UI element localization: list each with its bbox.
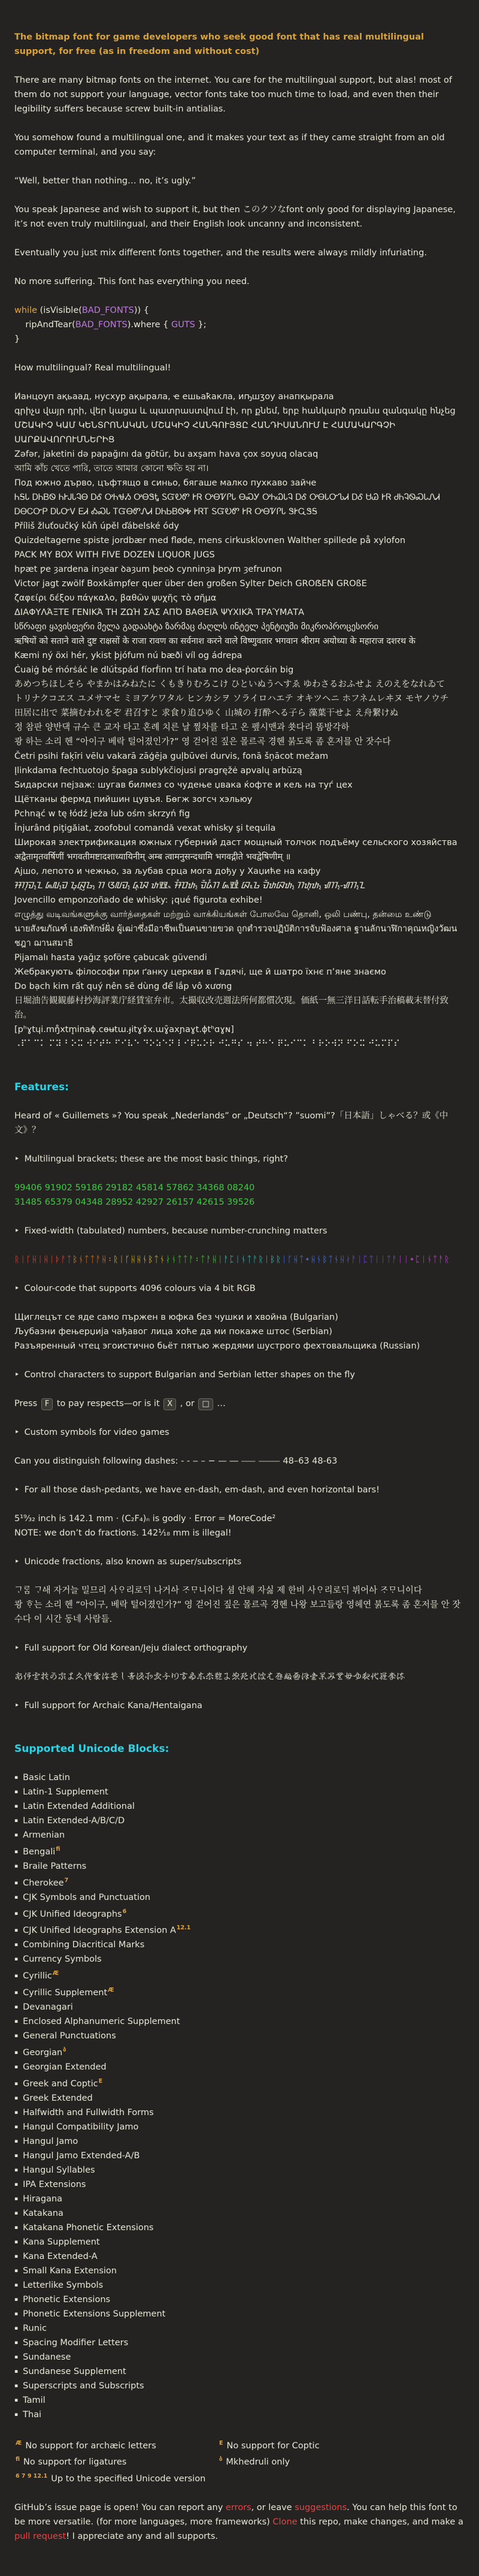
pangram-line: Įlinkdama fechtuotojo špaga sublykčiojusi pragręžė apvalų arbūzą <box>14 766 302 776</box>
square-bullet-icon: ▪ <box>14 2064 19 2070</box>
pangram-line: எழுத்து வடிவங்களுக்கு வார்த்தைகள் மற்றும் வாக்கியங்கள் போலவே தொனி, ஒலி பண்பு, தன்மை உண்டு <box>14 910 432 919</box>
block-item: ▪ Hangul Syllables <box>14 2165 95 2175</box>
block-item: ▪ Spacing Modifier Letters <box>14 2337 129 2348</box>
pangram-line: ΔΙΑΦΥΛΆΞΤΕ ΓΕΝΙΚΆ ΤΗ ΖΩΉ ΣΑΣ ΑΠΌ ΒΑΘΕΙΆ ΨΥΧΙΚΆ ΤΡΑΎΜΑΤΑ <box>14 608 305 617</box>
square-bullet-icon: ▪ <box>14 2397 19 2403</box>
block-item: ▪ IPA Extensions <box>14 2179 86 2189</box>
pangram-line: PACK MY BOX WITH FIVE DOZEN LIQUOR JUGS <box>14 550 215 560</box>
feature-dash-pedants: ‣ For all those dash-pedants, we have en-dash, em-dash, and even horizontal bars! <box>14 1485 380 1495</box>
square-bullet-icon: ▪ <box>14 1928 19 1934</box>
square-bullet-icon: ▪ <box>14 2210 19 2216</box>
block-item: ▪ Kana Supplement <box>14 2237 100 2247</box>
feature-fixed-width-numbers: ‣ Fixed-width (tabulated) numbers, because number-crunching matters <box>14 1226 328 1236</box>
github-contribute-paragraph: GitHub’s issue page is open! You can report any errors, or leave suggestions. You can help this font to be more versatile. (for more languages, more frameworks) Clone this repo, make changes, and make a pull request! I appreciate any and all supports. <box>14 2503 463 2542</box>
block-item: ▪ Latin Extended Additional <box>14 1802 135 1811</box>
pangram-line: գրիչս վայր դրի, վեր կացա և պատրաստվում էի, որ քնեմ, երբ հանկարծ դռանս զանգակը հնչեց <box>14 406 456 416</box>
square-bullet-icon: ▪ <box>14 2368 19 2375</box>
footnote: $^Æ$ No support for archæic letters <box>16 2439 156 2451</box>
triangle-bullet-icon: ‣ <box>14 1154 20 1164</box>
colour-code-runes-sample: ᚱᛁᚴᚺᛁᚺᛁᚦᚨᛏᛒᚾᛏᛏᚨᚺ᛬ᚱᛁᚴᚺᚺᚾᛒᛏᚾᛅᚾᛏᛏᚨ᛬ᛏᚨᚺᛁᚨᛈᛁᚾᛏᚨᚱᛁᛒᚱᛁᚴᚺᛏ᛭ᚺᚾᛒᛏᚾᚺᛅᚨᛁᛈᛏᛁᛁᛏᚨᛁᛁ᛭ᛈᛁᚾᛏᚨᚱ <box>14 1255 450 1265</box>
square-bullet-icon: ▪ <box>14 2152 19 2159</box>
feature-multilingual-brackets: ‣ Multilingual brackets; these are the most basic things, right? <box>14 1154 289 1164</box>
pangram-line: นายสังฆภัณฑ์ เฮงพิทักษ์ฝั่ง ผู้เฒ่าซึ่งมีอาชีพเป็นฅนขายขวด ถูกตำรวจปฏิบัติการจับฟ้องศาล ฐานลักนาฬิกาคุณหญิงวัฒนชฎา ฌานสมาธิ <box>14 924 457 948</box>
triangle-bullet-icon: ‣ <box>14 1557 20 1567</box>
block-item: ▪ CJK Unified Ideographs Extension $A^{12.1}$ <box>14 1925 191 1936</box>
square-bullet-icon: ▪ <box>14 2032 19 2039</box>
triangle-bullet-icon: ‣ <box>14 1428 20 1437</box>
triangle-bullet-icon: ‣ <box>14 1701 20 1711</box>
pangram-line: Ајшо, лепото и чежњо, за љубав срца мога дођу у Хаџиће на кафу <box>14 867 321 876</box>
square-bullet-icon: ▪ <box>14 2411 19 2418</box>
pangram-line: 日堀油告観観藤村抄海評業庁経賃室弁市。太撮収改売週法所何都慣次現。価紙一無三洋日話転手治稿載末替付致治。 <box>14 996 448 1020</box>
block-item: ▪ Halfwidth and Fullwidth Forms <box>14 2107 154 2117</box>
code-sample <box>14 303 465 346</box>
feature-control-characters: ‣ Control characters to support Bulgarian and Serbian letter shapes on the fly <box>14 1370 355 1380</box>
square-bullet-icon: ▪ <box>14 2382 19 2389</box>
block-item: ▪ Runic <box>14 2323 47 2333</box>
square-bullet-icon: ▪ <box>14 2354 19 2360</box>
pangram-line: Pchnąć w tę łódź jeża lub ośm skrzyń fig <box>14 809 190 819</box>
block-item: ▪ Sundanese <box>14 2352 71 2362</box>
block-item: ▪ Armenian <box>14 1830 65 1840</box>
link-errors[interactable]: errors <box>225 2503 251 2513</box>
triangle-bullet-icon: ‣ <box>14 1643 20 1653</box>
square-bullet-icon: ▪ <box>14 1775 19 1781</box>
pangram-line: Ċuaiġ bé ṁórṡáċ le dlúṫspád fíorḟinn trí hata mo ḋea-ṗorcáin big <box>14 665 294 675</box>
footnote-marker: 6 7 9 12.1 <box>16 2473 48 2480</box>
code-line: } <box>14 334 20 344</box>
block-item: ▪ Katakana Phonetic Extensions <box>14 2222 154 2233</box>
footnote-row <box>14 2453 465 2469</box>
footnote-marker: ბ <box>219 2456 223 2463</box>
footnote: $^E$ No support for Coptic <box>219 2439 320 2451</box>
block-item: ▪ Basic Latin <box>14 1773 70 1782</box>
square-bullet-icon: ▪ <box>14 1832 19 1838</box>
code-line: while (isVisible(BAD_FONTS)) { <box>14 306 150 315</box>
paragraph-many-bitmap-fonts: There are many bitmap fonts on the internet. You care for the multilingual support, but alas! most of them do not support your language, vector fonts take too much time to load, and even then their legibility suffers because screw built-in antialias. <box>14 76 452 114</box>
square-bullet-icon: ▪ <box>14 1848 19 1855</box>
square-bullet-icon: ▪ <box>14 2138 19 2144</box>
pangram-line: Četri psihi faķīri vēlu vakarā zāģēja guļbūvei durvis, fonā šņācot mežam <box>14 752 329 761</box>
triangle-bullet-icon: ‣ <box>14 1370 20 1380</box>
triangle-bullet-icon: ‣ <box>14 1485 20 1495</box>
keycap-F: F <box>41 1398 53 1410</box>
block-item: ▪ Greek Extended <box>14 2093 93 2103</box>
block-item: ▪ Sundanese Supplement <box>14 2366 126 2376</box>
pangram-line: Щётканы фермд пийшин цувъя. Бөгж зогсч хэльюу <box>14 795 253 804</box>
block-item: ▪ Kana Extended-A <box>14 2251 98 2261</box>
square-bullet-icon: ▪ <box>14 2004 19 2010</box>
unicode-blocks-heading: Supported Unicode Blocks: <box>14 1743 169 1755</box>
block-item: ▪ Katakana <box>14 2208 63 2218</box>
footnote-marker: Æ <box>108 1987 114 1994</box>
pangram-line: Příliš žluťoučký kůň úpěl ďábelské ódy <box>14 521 180 531</box>
cyrillic-form-line: Разъяренный чтец эгоистично бьёт пятью жердями шустрого фехтовальщика (Russian) <box>14 1341 420 1351</box>
square-bullet-icon: ▪ <box>14 1818 19 1824</box>
square-bullet-icon: ▪ <box>14 1863 19 1869</box>
block-item: ▪ Cyrillic Supplement$^Æ$ <box>14 1987 114 1998</box>
square-bullet-icon: ▪ <box>14 2239 19 2245</box>
number-row: 99406 91902 59186 29182 45814 57862 34368 08240 <box>14 1183 255 1193</box>
feature-archaic-kana: ‣ Full support for Archaic Kana/Hentaigana <box>14 1701 202 1711</box>
square-bullet-icon: ▪ <box>14 2267 19 2274</box>
fraction-line-1: 5¹⁹⁄₃₂ inch is 142.1 mm · (C₂F₄)ₙ is godly · Error = MoreCode² <box>14 1514 276 1524</box>
paragraph-japanese-font: You speak Japanese and wish to support it, but then このクソなfont only good for displaying Japanese, it’s not even truly multilingual, and their English look uncanny and inconsistent. <box>14 205 456 229</box>
pangram-line: 田居に出で 菜摘むわれをぞ 君召すと 求食り追ひゆく 山城の 打酔へる子ら 藻葉干せよ え舟繋けぬ <box>14 708 399 718</box>
pangram-line: ⠠⠏⠁⠉⠅ ⠍⠽ ⠃⠕⠭ ⠺⠊⠞⠓ ⠋⠊⠧⠑ ⠙⠕⠵⠑⠝ ⠇⠊⠟⠥⠕⠗ ⠚⠥⠛⠎ ⠲ ⠞⠓⠑ ⠟⠥⠊⠉⠅ ⠃⠗⠕⠺⠝ ⠋⠕⠭ ⠚⠥⠍⠏⠎ <box>14 1039 401 1049</box>
pangram-line: ζαφείρι δέξου πάγκαλο, βαθῶν ψυχῆς τὸ σῆμα <box>14 593 217 603</box>
footnotes <box>14 2436 465 2486</box>
square-bullet-icon: ▪ <box>14 1942 19 1948</box>
square-bullet-icon: ▪ <box>14 1803 19 1809</box>
square-bullet-icon: ▪ <box>14 1956 19 1963</box>
footnote-row <box>14 2469 465 2486</box>
paragraph-mix-fonts: Eventually you just mix different fonts together, and the results were always mildly infuriating. <box>14 248 427 258</box>
pangram-line: ऋषियों को सताने वाले दुष्ट राक्षसों के राजा रावण का सर्वनाश करने वाले विष्णुवतार भगवान श्रीराम अयोध्या के महाराज दशरथ के <box>14 637 416 646</box>
pangram-line: სწრაფი ყავისფერი მელა გადაახტა ზარმაც ძაღლს ინტელ პენტიუმი მიკროპროცესორი <box>14 622 379 632</box>
code-line: ripAndTear(BAD_FONTS).where { GUTS }; <box>14 320 207 330</box>
press-f-sample: Press F to pay respects—or is it X , or □ … <box>14 1396 465 1411</box>
block-item: ▪ CJK Unified Ideographs$^6$ <box>14 1908 127 1919</box>
square-bullet-icon: ▪ <box>14 2282 19 2288</box>
pangram-line: अद्वैतामृतवर्षिणीं भगवतीमष्टादशाध्यायिनीम् अम्ब त्वामनुसन्दधामि भगवद्गीते भवद्वेषिणीम् ॥ <box>14 852 291 862</box>
feature-custom-symbols: ‣ Custom symbols for video games <box>14 1428 169 1437</box>
square-bullet-icon: ▪ <box>14 2181 19 2188</box>
block-item: ▪ Tamil <box>14 2395 46 2405</box>
paragraph-found-multilingual: You somehow found a multilingual one, and it makes your text as if they came straight from an old computer terminal, and you say: <box>14 133 445 157</box>
square-bullet-icon: ▪ <box>14 2018 19 2025</box>
footnote-marker: ბ <box>63 2046 66 2053</box>
keycap-□: □ <box>198 1398 213 1410</box>
pangram-samples <box>14 390 465 1051</box>
pangram-line: ᏂᎦᏓ ᎠᏂᏴᏫ ᏂᎨᎫᏓᎸᎾ ᎠᎴ ᎤᏂᏠᏱ ᎤᎾᏕᎿ ᏚᏳᎧᏛ ᎨᏒ ᎤᎾᏤᎵᏓ ᎾᏍᎩ ᎤᏂᏇᏓᎸ ᎠᎴ ᎤᎾᏓᏅᏖᏗ ᎠᎴ ᏌᏊ ᎨᏒ ᏧᏂᎸᏫᏍᏓᏁᏗ ᎠᎾᏟᏅᏢ ᎠᏓᏅᏙ ᎬᏗ ᎣᏍᏓ ᎢᏳᎾᏛᏁᏗ ᎠᏂᏏᏴᏫᎭ ᎨᏒᎢ ᏚᏳᎧᏛ ᎨᏒ ᎤᎾᏤᎵᏓ ᏕᎨᏩᏕᎦ <box>14 493 440 517</box>
cyrillic-form-line: Щиглецът се яде само пържен в юфка без чушки и хвойна (Bulgarian) <box>14 1313 338 1322</box>
link-suggestions[interactable]: suggestions <box>295 2503 347 2513</box>
pangram-line: Victor jagt zwölf Boxkämpfer quer über den großen Sylter Deich GROẞEN GROßE <box>14 579 367 589</box>
pangram-line: あめつちほしそら やまかはみねたに くもきりむろこけ ひといぬうへすゑ ゆわさるおふせよ えのえをなれゐて <box>14 680 445 689</box>
pangram-line: hƿæt ƿe ȝardena inȝear ꝺaȝum þeoꝺ cynninȝa þrym ȝefrunon <box>14 565 282 574</box>
old-korean-line-1: ᄀᆞᄅᆞᆷ ᄀᆞᅀᅢ 자거늘 밀므리 사ᄋᆞ리로ᄃᆡ 나거ᅀᅡ ᄌᆞᄆᆞ니ᅌᅵ다 셤 안해 자싫 제 한비 사ᄋᆞ리로ᄃᆡ 뷔어ᅀᅡ ᄌᆞᄆᆞ니ᅌᅵ다 <box>14 1586 422 1595</box>
block-item: ▪ Phonetic Extensions <box>14 2294 111 2304</box>
block-item: ▪ Latin-1 Supplement <box>14 1787 108 1797</box>
triangle-bullet-icon: ‣ <box>14 1226 20 1236</box>
footnote-marker: fi <box>16 2456 20 2463</box>
square-bullet-icon: ▪ <box>14 2167 19 2173</box>
square-bullet-icon: ▪ <box>14 2339 19 2346</box>
keycap-X: X <box>163 1398 176 1410</box>
dashes-sample: Can you distinguish following dashes: - ‐ ‒ – − — ― ⸺ ⸻ 48–63 48-63 <box>14 1456 338 1466</box>
unicode-blocks-list <box>14 1770 465 2422</box>
block-item: ▪ Bengali$^{fi}$ <box>14 1846 60 1857</box>
block-item: ▪ Cyrillic$^Æ$ <box>14 1970 59 1981</box>
footnote-marker: 7 <box>64 1877 69 1884</box>
square-bullet-icon: ▪ <box>14 2325 19 2331</box>
pangram-line: Жебракують філософи при ґанку церкви в Гадячі, ще й шатро їхнє п’яне знаємо <box>14 967 386 977</box>
block-item: ▪ Greek and Coptic$^E$ <box>14 2077 103 2089</box>
block-item: ▪ Devanagari <box>14 2002 73 2012</box>
pangram-line: Широкая электрификация южных губерний даст мощный толчок подъёму сельского хозяйства <box>14 838 457 847</box>
block-item: ▪ Superscripts and Subscripts <box>14 2381 144 2391</box>
pangram-line: Pijamalı hasta yağız şoföre çabucak güvendi <box>14 953 207 963</box>
triangle-bullet-icon: ‣ <box>14 1284 20 1293</box>
footnote-marker: Æ <box>52 1970 59 1977</box>
paragraph-how-multilingual: How multilingual? Real multilingual! <box>14 363 171 373</box>
pangram-line: Zəfər, jaketini də papağını da götür, bu axşam hava çox soyuq olacaq <box>14 450 319 459</box>
block-item: ▪ Letterlike Symbols <box>14 2280 104 2290</box>
square-bullet-icon: ▪ <box>14 1973 19 1980</box>
square-bullet-icon: ▪ <box>14 2253 19 2260</box>
block-item: ▪ Braile Patterns <box>14 1861 87 1871</box>
block-item: ▪ Hangul Jamo <box>14 2136 78 2146</box>
feature-old-korean: ‣ Full support for Old Korean/Jeju dialect orthography <box>14 1643 248 1653</box>
guillemets-sample: Heard of « Guillemets »? You speak „Nederlands” or „Deutsch“? ”suomi”?「日本語」しゃべる？或《中文》？ <box>14 1111 448 1135</box>
square-bullet-icon: ▪ <box>14 2109 19 2116</box>
block-item: ▪ Hiragana <box>14 2194 63 2204</box>
block-item: ▪ Thai <box>14 2409 42 2420</box>
block-item: ▪ Georgian$^ბ$ <box>14 2046 66 2058</box>
square-bullet-icon: ▪ <box>14 1894 19 1901</box>
block-item: ▪ Phonetic Extensions Supplement <box>14 2309 166 2319</box>
footnote-marker: 6 <box>122 1908 127 1915</box>
block-item: ▪ General Punctuations <box>14 2031 116 2041</box>
block-item: ▪ Cherokee$^7$ <box>14 1877 69 1888</box>
pangram-line: ՄՇԱԿԻՉ ԿԱՄ ԿԵՆՏՐՈՆԱԿԱՆ ՄՇԱԿԻՉ ՀԱՆԳՈՒՅՑԸ ՀԱՆԴԻՍԱՆՈՒՄ Է ՀԱՄԱԿԱՐԳՉԻ ՍԱՐՔԱՎՈՐՈՒՄՆԵՐԻՑ <box>14 421 396 445</box>
block-item: ▪ Combining Diacritical Marks <box>14 1940 145 1950</box>
block-item: ▪ Latin Extended-A/B/C/D <box>14 1816 125 1826</box>
footnote-marker: fi <box>56 1846 60 1853</box>
pangram-line: Под южно дърво, цъфтящо в синьо, бягаше малко пухкаво зайче <box>14 478 317 488</box>
block-item: ▪ Hangul Compatibility Jamo <box>14 2122 139 2132</box>
link-clone[interactable]: Clone <box>272 2517 298 2527</box>
feature-colour-code: ‣ Colour-code that supports 4096 colours via 4 bit RGB <box>14 1284 256 1293</box>
square-bullet-icon: ▪ <box>14 1880 19 1886</box>
square-bullet-icon: ▪ <box>14 2080 19 2087</box>
features-heading: Features: <box>14 1081 69 1093</box>
paragraph-no-more-suffering: No more suffering. This font has everything you need. <box>14 277 250 286</box>
old-korean-sample <box>14 1583 465 1627</box>
block-item: ▪ Hangul Jamo Extended-A/B <box>14 2150 140 2161</box>
footnote-marker: E <box>219 2439 223 2447</box>
hentaigana-sample: 𛀂𛀇𛀎𛀔𛀙𛀢𛀦𛀫𛀯𛀵𛀺𛁀𛁅𛁋𛁐𛁗𛁝𛁢𛁩𛁮𛁴𛁹𛂀𛂆𛂌𛂑𛂖𛂜𛂡𛂦𛂬𛂱𛂶𛂻𛃁𛃇𛃌𛃑𛃗𛃝𛃢𛃧𛃭𛃳𛃸 <box>14 1672 405 1682</box>
footnote-marker: Æ <box>16 2439 22 2447</box>
square-bullet-icon: ▪ <box>14 2049 19 2056</box>
block-item: ▪ Enclosed Alphanumeric Supplement <box>14 2016 180 2026</box>
pangram-line: Kæmi ný öxi hér, ykist þjófum nú bæði víl og ádrepa <box>14 651 242 660</box>
pangram-line: Quizdeltagerne spiste jordbær med fløde, mens cirkusklovnen Walther spillede på xylofon <box>14 536 406 545</box>
fraction-line-2: NOTE: we don’t do fractions. 142¹⁄₁₈ mm is illegal! <box>14 1528 232 1538</box>
pangram-line: আমি কাঁচ খেতে পারি, তাতে আমার কোনো ক্ষতি হয় না। <box>14 464 209 473</box>
square-bullet-icon: ▪ <box>14 2296 19 2303</box>
footnote-row <box>14 2436 465 2453</box>
page-title: The bitmap font for game developers who seek good font that has real multilingual support, for free (as in freedom and without cost) <box>14 32 425 56</box>
pangram-line: 정 참판 양반댁 규수 큰 교자 타고 혼례 치른 날 찦차를 타고 온 펲시맨과 쑛다리 똠방각하 <box>14 723 350 732</box>
square-bullet-icon: ▪ <box>14 2195 19 2202</box>
block-item: ▪ CJK Symbols and Punctuation <box>14 1892 151 1902</box>
pangram-line: 쾅 하는 소리 헨 “아이구 베락 털어졌인가?” 영 걷어진 짚은 몰르곡 경헨 붉도록 좀 혼저믈 안 잣수다 <box>14 737 391 747</box>
pangram-line: Înjurând piţigăiat, zoofobul comandă vexat whisky şi tequila <box>14 824 276 833</box>
square-bullet-icon: ▪ <box>14 2095 19 2101</box>
block-item: ▪ Small Kana Extension <box>14 2266 117 2276</box>
pangram-line: [pʰɣtɥi.mŋ̊xtm̥inaɸ.cɵʉtɯ.ɟitɣɤ̂x.ɯɣ̑axɲaɣt.ɸtʰɑɣɴ] <box>14 1025 234 1034</box>
link-pull-request[interactable]: pull request <box>14 2532 66 2542</box>
paragraph-quote-ugly: “Well, better than nothing… no, it’s ugly.” <box>14 176 196 186</box>
cyrillic-letter-shapes-sample <box>14 1310 465 1353</box>
footnote: $^{6 7 9 12.1}$ Up to the specified Unicode version <box>16 2473 206 2484</box>
feature-unicode-fractions: ‣ Unicode fractions, also known as super/subscripts <box>14 1557 242 1567</box>
square-bullet-icon: ▪ <box>14 1911 19 1917</box>
fractions-sample <box>14 1512 465 1540</box>
pangram-line: ᮞᮊᮥᮙ᮪ᮔ ᮏᮜ᮪ᮙ ᮌᮥᮘᮢᮌ᮪ ᮊ ᮃᮜᮙ᮪ ᮓᮥᮑ ᮒᮾᮂ ᮞᮤᮕᮒ᮪ ᮙᮁᮓᮤᮊ ᮏᮾᮀ ᮘᮧᮌ ᮙᮁᮒᮘᮒ᮪ ᮊᮒᮥᮒ᮪ ᮠᮊ᮪-ᮠᮊ᮪ᮔ <box>14 881 366 891</box>
number-row: 31485 65379 04348 28952 42927 26157 42615 39526 <box>14 1197 255 1207</box>
footnote: $^{fi}$ No support for ligatures <box>16 2456 127 2468</box>
footnote: $^ბ$ Mkhedruli only <box>219 2456 290 2468</box>
block-item: ▪ Georgian Extended <box>14 2062 107 2072</box>
footnote-marker: 12.1 <box>176 1925 191 1932</box>
tabular-numbers-sample <box>14 1181 465 1209</box>
square-bullet-icon: ▪ <box>14 2224 19 2231</box>
cyrillic-form-line: Љубазни фењерџија чађавог лица хоће да ми покаже штос (Serbian) <box>14 1327 332 1337</box>
pangram-line: Jovencillo emponzoñado de whisky: ¡qué figurota exhibe! <box>14 895 263 905</box>
pangram-line: Do bạch kim rất quý nên sẽ dùng để lắp vô xương <box>14 982 232 991</box>
square-bullet-icon: ▪ <box>14 1789 19 1795</box>
square-bullet-icon: ▪ <box>14 1989 19 1996</box>
pangram-line: トリナクコヱス ユメサマセ ミヨアケワタル ヒンカシヲ ソライロハエテ オキツヘニ ホフネムレヰヌ モヤノウチ <box>14 694 449 704</box>
square-bullet-icon: ▪ <box>14 2123 19 2130</box>
pangram-line: Ианцоуп ақьаад, нусхур ақырала, ҽ ешьаҟакла, иҧшӡоу анапқырала <box>14 392 334 402</box>
old-korean-line-2: 쾅 ᄒᆞ는 소리 헨 “아이구, 베락 털어졌인가?” 영 걷어진 짚은 몰르곡 경헨 나왕 보고들랑 영헤연 붉도록 좀 혼저믈 안 잣수다 이 시간 동네 사람들. <box>14 1600 461 1624</box>
square-bullet-icon: ▪ <box>14 2310 19 2317</box>
block-item: ▪ Currency Symbols <box>14 1954 102 1965</box>
pangram-line: Ѕидарски пејзаж: шугав билмез со чудење џвака ќофте и кељ на туѓ цех <box>14 780 353 790</box>
footnote-marker: E <box>98 2077 103 2085</box>
